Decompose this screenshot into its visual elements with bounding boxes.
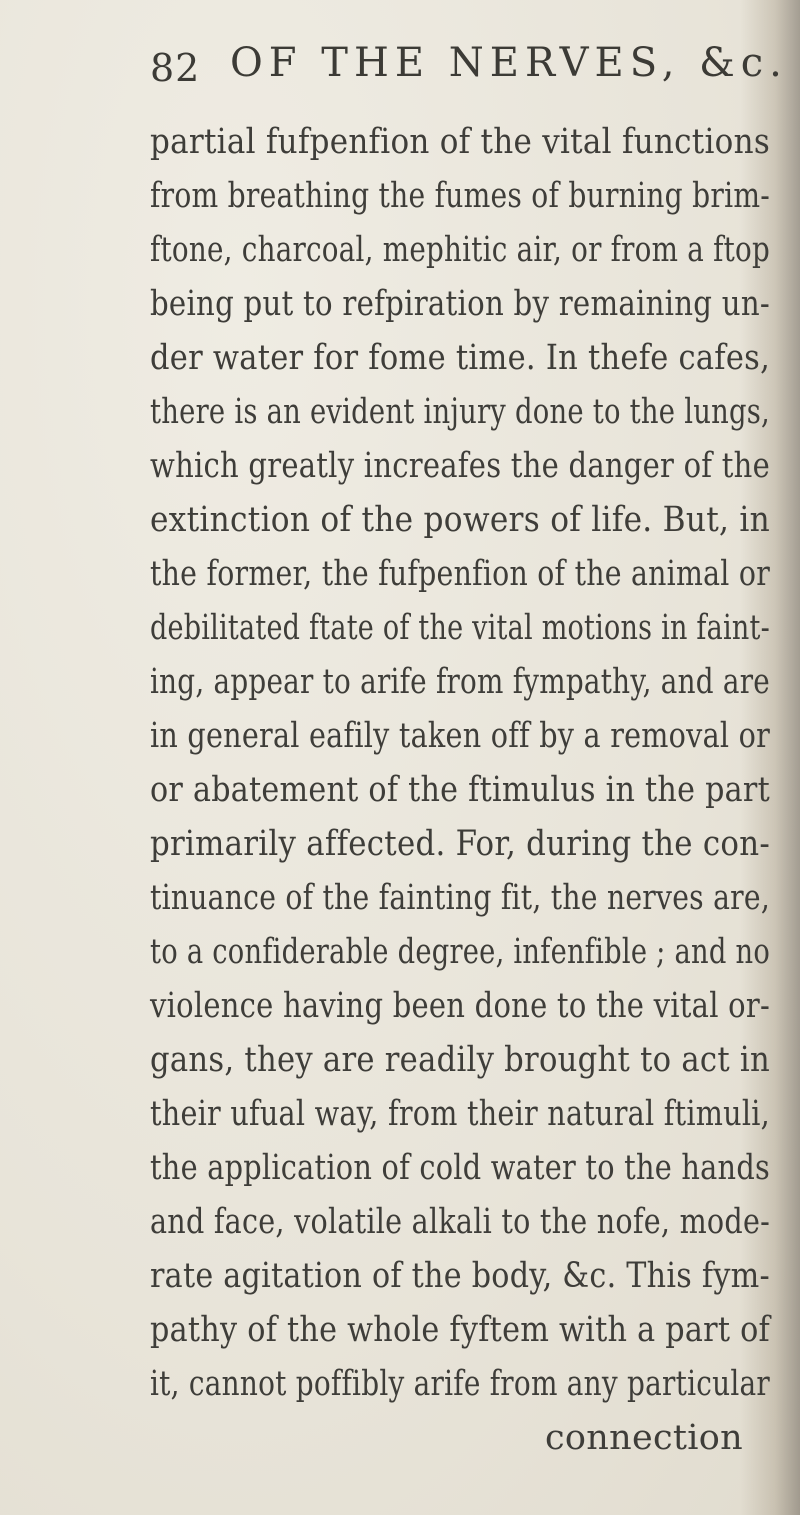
text-line: the former, the fufpenfion of the animal or	[150, 554, 771, 594]
text-line: there is an evident injury done to the lungs,	[150, 392, 771, 432]
text-line: ftone, charcoal, mephitic air, or from a ftop	[150, 230, 771, 270]
text-line: extinction of the powers of life. But, in	[150, 500, 771, 540]
text-line: pathy of the whole fyftem with a part of	[150, 1310, 771, 1350]
text-line: tinuance of the fainting fit, the nerves are,	[150, 878, 771, 918]
text-line: to a confiderable degree, infenfible ; and no	[150, 932, 771, 972]
text-line: their ufual way, from their natural ftimuli,	[150, 1094, 770, 1134]
running-title: OF THE NERVES, &c.	[230, 40, 788, 86]
text-line: rate agitation of the body, &c. This fym-	[150, 1256, 770, 1296]
text-line: which greatly increafes the danger of the	[150, 446, 770, 486]
text-line: der water for fome time. In thefe cafes,	[150, 338, 771, 378]
text-line: in general eafily taken off by a removal or	[150, 716, 771, 756]
text-line: the application of cold water to the hands	[150, 1148, 770, 1188]
text-line: from breathing the fumes of burning brim-	[150, 176, 771, 216]
text-line: ing, appear to arife from fympathy, and are	[150, 662, 770, 702]
text-line: it, cannot poffibly arife from any particular	[150, 1364, 771, 1404]
text-line: violence having been done to the vital or-	[150, 986, 771, 1026]
text-line: and face, volatile alkali to the nofe, mode-	[150, 1202, 771, 1242]
text-line: or abatement of the ftimulus in the part	[150, 770, 770, 810]
catchword: connection	[545, 1418, 743, 1458]
text-line: partial fufpenfion of the vital functions	[150, 122, 771, 162]
text-line: gans, they are readily brought to act in	[150, 1040, 770, 1080]
text-line: primarily affected. For, during the con-	[150, 824, 771, 864]
text-line: debilitated ftate of the vital motions in faint-	[150, 608, 770, 648]
text-line: being put to refpiration by remaining un-	[150, 284, 770, 324]
page-number: 82	[150, 46, 201, 90]
